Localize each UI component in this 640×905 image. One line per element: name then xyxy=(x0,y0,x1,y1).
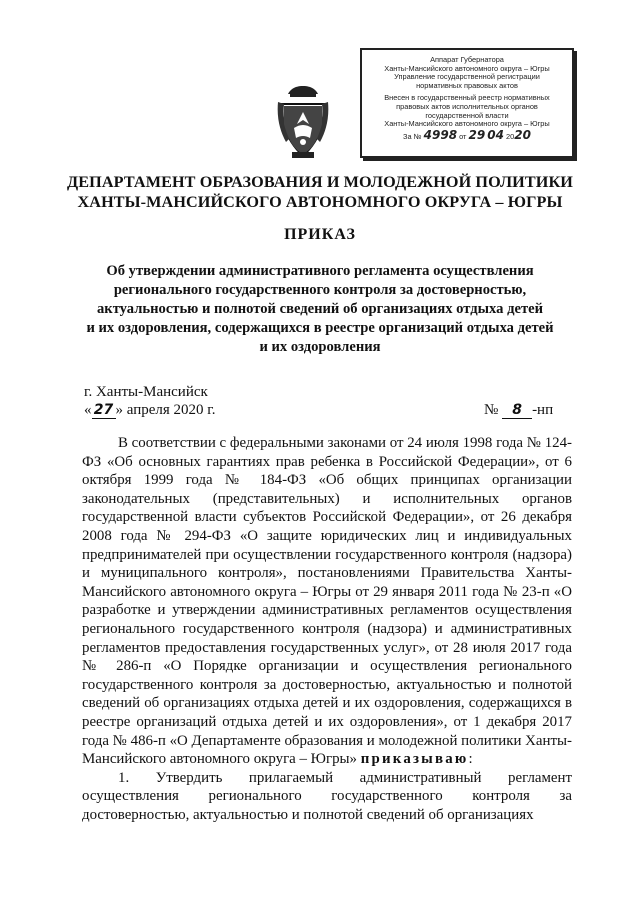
stamp-reg-from: от xyxy=(459,131,467,141)
number-label: № xyxy=(484,402,499,418)
subject-line: и их оздоровления, содержащихся в реестре организаций отдыха детей xyxy=(86,320,554,336)
stamp-reg-prefix: За № xyxy=(403,131,422,141)
city-name: г. Ханты-Мансийск xyxy=(84,384,208,400)
number-value-handwritten: 8 xyxy=(502,402,532,419)
stamp-reg-month: 04 xyxy=(487,127,504,142)
stamp-reg-year-prefix: 20 xyxy=(506,131,515,141)
subject-line: регионального государственного контроля за достоверностью, xyxy=(113,282,527,298)
stamp-registration-line xyxy=(362,127,572,145)
department-header xyxy=(40,172,600,212)
date-rest: » апреля 2020 г. xyxy=(115,402,216,418)
preamble-paragraph xyxy=(82,434,572,769)
document-date xyxy=(84,402,216,419)
preamble-text: В соответствии с федеральными законами от 24 июля 1998 года № 124-ФЗ «Об основных гарантиях прав ребенка в Российской Федерации», от 6 октября 1999 года № 184-ФЗ «Об общих принципах организации законодательных (представительных) и исполнительных органов государственной власти субъектов Российской Федерации», от 26 декабря 2008 года № 294-ФЗ «О защите юридических лиц и индивидуальных предпринимателей при осуществлении государственного контроля (надзора) и муниципального контроля», постановлениями Правительства Ханты-Мансийского автономного округа – Югры от 29 января 2011 года № 23-п «О разработке и утверждении административных регламентов осуществления регионального государственного контроля (надзора) и административных регламентов предоставления государственных услуг», от 28 июля 2017 года № 286-п «О Порядке организации и осуществления регионального государственного контроля за достоверностью, актуальностью и полнотой сведений об организациях отдыха детей и их оздоровления, содержащихся в реестре организаций отдыха детей и их оздоровления», от 1 декабря 2017 года № 486-п «О Департаменте образования и молодежной политики Ханты-Мансийского автономного округа – Югры» xyxy=(82,435,572,768)
stamp-line: нормативных правовых актов xyxy=(416,80,518,90)
date-day-handwritten: 27 xyxy=(92,402,116,419)
subject-line: актуальностью и полнотой сведений об организациях отдыха детей xyxy=(97,301,543,317)
stamp-line: Управление государственной регистрации xyxy=(394,72,540,82)
subject-line: Об утверждении административного регламента осуществления xyxy=(106,263,534,279)
department-line: ХАНТЫ-МАНСИЙСКОГО АВТОНОМНОГО ОКРУГА – ЮГРЫ xyxy=(77,193,563,211)
document-subject xyxy=(60,262,580,357)
stamp-reg-number: 4998 xyxy=(423,127,458,142)
coat-of-arms-emblem xyxy=(276,84,330,162)
department-line: ДЕПАРТАМЕНТ ОБРАЗОВАНИЯ И МОЛОДЕЖНОЙ ПОЛИТИКИ xyxy=(67,173,573,191)
order-colon: : xyxy=(468,751,473,768)
number-suffix: -нп xyxy=(532,402,554,418)
stamp-reg-year-suffix: 20 xyxy=(514,127,531,142)
document-body xyxy=(82,434,572,824)
stamp-line: Внесен в государственный реестр нормативных xyxy=(384,93,550,103)
document-type-title: ПРИКАЗ xyxy=(284,226,356,243)
item-1-paragraph: 1. Утвердить прилагаемый административный регламент осуществления регионального государственного контроля за достоверностью, актуальностью и полнотой сведений об организациях xyxy=(82,769,572,823)
document-number xyxy=(484,402,553,419)
stamp-line: Аппарат Губернатора xyxy=(430,55,504,64)
registration-stamp xyxy=(360,48,574,158)
order-word: приказываю xyxy=(360,751,469,768)
stamp-line: Ханты-Мансийского автономного округа – Югры xyxy=(384,63,550,73)
date-quote-open: « xyxy=(84,402,92,418)
stamp-line: правовых актов исполнительных органов xyxy=(396,101,538,111)
stamp-line: государственной власти xyxy=(425,110,509,120)
subject-line: и их оздоровления xyxy=(259,339,381,355)
stamp-line: Ханты-Мансийского автономного округа – Югры xyxy=(384,119,550,129)
stamp-reg-day: 29 xyxy=(468,127,486,142)
